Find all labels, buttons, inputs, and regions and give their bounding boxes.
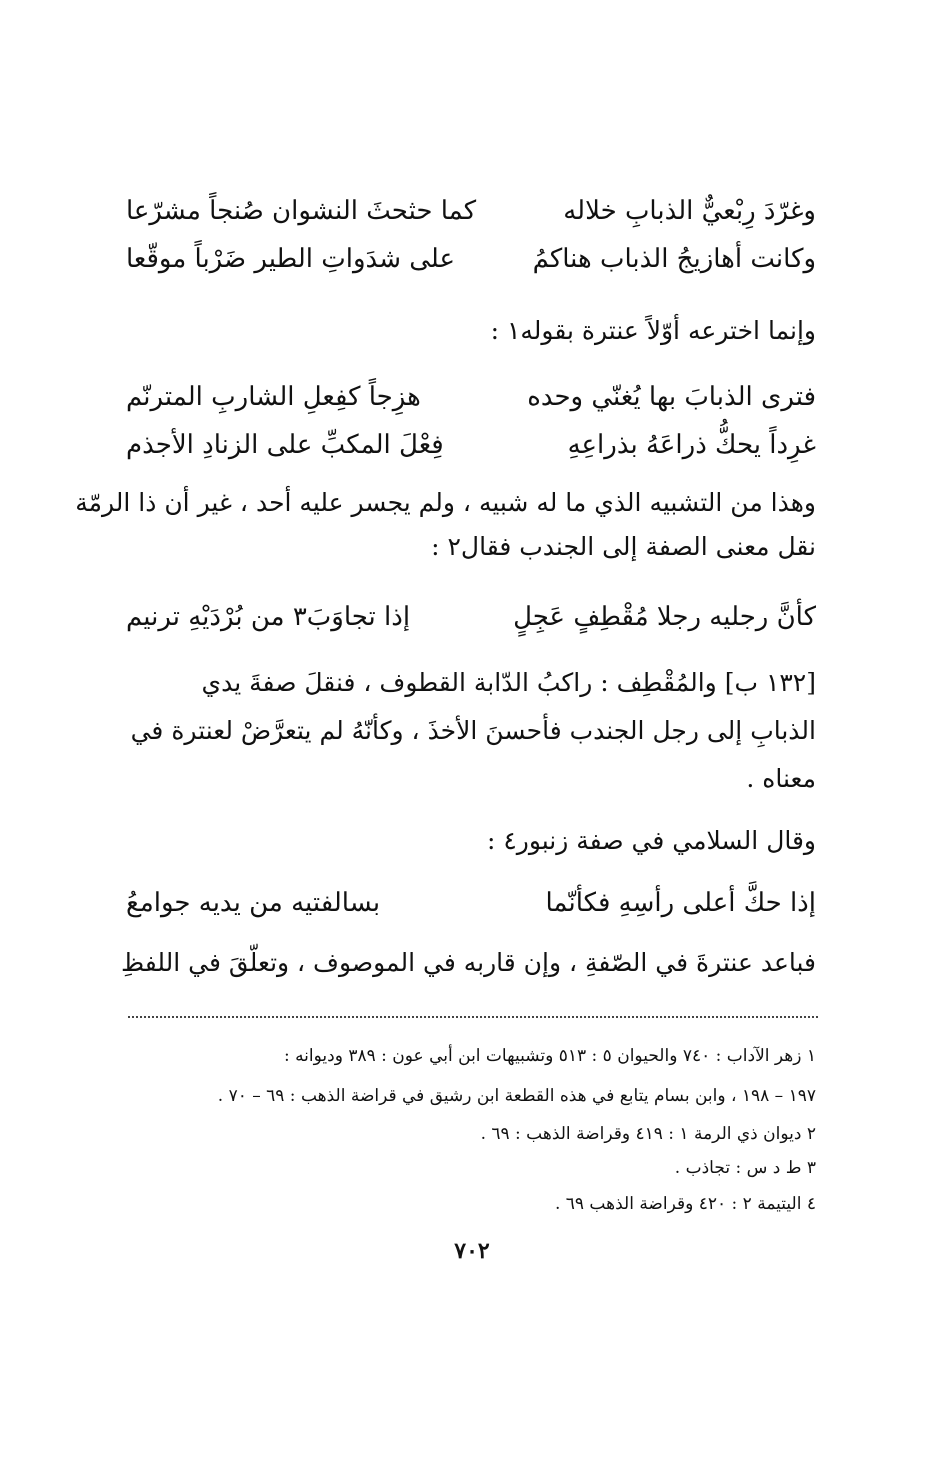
paragraph-line: معناه . — [746, 764, 816, 793]
verse-hemistich-second: على شدَواتِ الطير ضَرْباً موقّعا — [126, 244, 456, 274]
verse-line — [126, 188, 816, 234]
verse-hemistich-second: كما حثحثَ النشوان صُنجاً مشرّعا — [126, 196, 477, 226]
footnote: ٣ ط د س : تجاذب . — [674, 1158, 816, 1178]
paragraph-line: نقل معنى الصفة إلى الجندب فقال٢ : — [431, 532, 816, 561]
paragraph-line: وهذا من التشبيه الذي ما له شبيه ، ولم يجسر عليه أحد ، غير أن ذا الرمّة — [75, 488, 816, 517]
paragraph-line: الذبابِ إلى رجل الجندب فأحسنَ الأخذَ ، وكأنّهُ لم يتعرَّضْ لعنترة في — [130, 716, 816, 745]
intro-antara: وإنما اخترعه أوّلاً عنترة بقوله١ : — [490, 316, 816, 345]
paragraph-line: [١٣٢ ب] والمُقْطِف : راكبُ الدّابة القطوف ، فنقلَ صفةَ يدي — [201, 668, 816, 697]
footnote: ٢ ديوان ذي الرمة ١ : ٤١٩ وقراضة الذهب : ٦٩ . — [480, 1124, 816, 1144]
verse-hemistich-second: فِعْلَ المكبِّ على الزنادِ الأجذم — [126, 430, 444, 460]
verse-hemistich-first: وغرّدَ رِبْعيٌّ الذبابِ خلاله — [563, 196, 816, 226]
page-number: ٧٠٢ — [454, 1238, 490, 1264]
footnote: ١ زهر الآداب : ٧٤٠ والحيوان ٥ : ٥١٣ وتشبيهات ابن أبي عون : ٣٨٩ وديوانه : — [283, 1046, 816, 1066]
verse-hemistich-second: إذا تجاوَبَ٣ من بُرْدَيْهِ ترنيم — [126, 602, 411, 632]
intro-salami: وقال السلامي في صفة زنبور٤ : — [486, 826, 816, 855]
verse-line — [126, 374, 816, 420]
verse-line — [126, 236, 816, 282]
footnote: ٤ اليتيمة ٢ : ٤٢٠ وقراضة الذهب ٦٩ . — [554, 1194, 816, 1214]
verse-line — [126, 594, 816, 640]
paragraph-line: فباعد عنترةَ في الصّفةِ ، وإن قاربه في الموصوف ، وتعلّقَ في اللفظِ — [120, 948, 816, 977]
verse-hemistich-first: كأنَّ رجليه رجلا مُقْطِفٍ عَجِلٍ — [513, 602, 816, 632]
verse-hemistich-second: هزِجاً كفِعلِ الشاربِ المترنّم — [126, 382, 421, 412]
verse-line — [126, 880, 816, 926]
footnote-separator — [128, 1016, 818, 1018]
verse-hemistich-first: إذا حكَّ أعلى رأسِهِ فكأنّما — [545, 888, 816, 918]
verse-line — [126, 422, 816, 468]
footnote: ١٩٧ – ١٩٨ ، وابن بسام يتابع في هذه القطعة ابن رشيق في قراضة الذهب : ٦٩ – ٧٠ . — [217, 1086, 816, 1106]
verse-hemistich-first: غرِداً يحكُّ ذراعَهُ بذراعِهِ — [567, 430, 816, 460]
verse-hemistich-second: بسالفتيه من يديه جوامعُ — [126, 888, 381, 918]
verse-hemistich-first: وكانت أهازيجُ الذباب هناكمُ — [532, 244, 816, 274]
verse-hemistich-first: فترى الذبابَ بها يُغنّي وحده — [527, 382, 816, 412]
